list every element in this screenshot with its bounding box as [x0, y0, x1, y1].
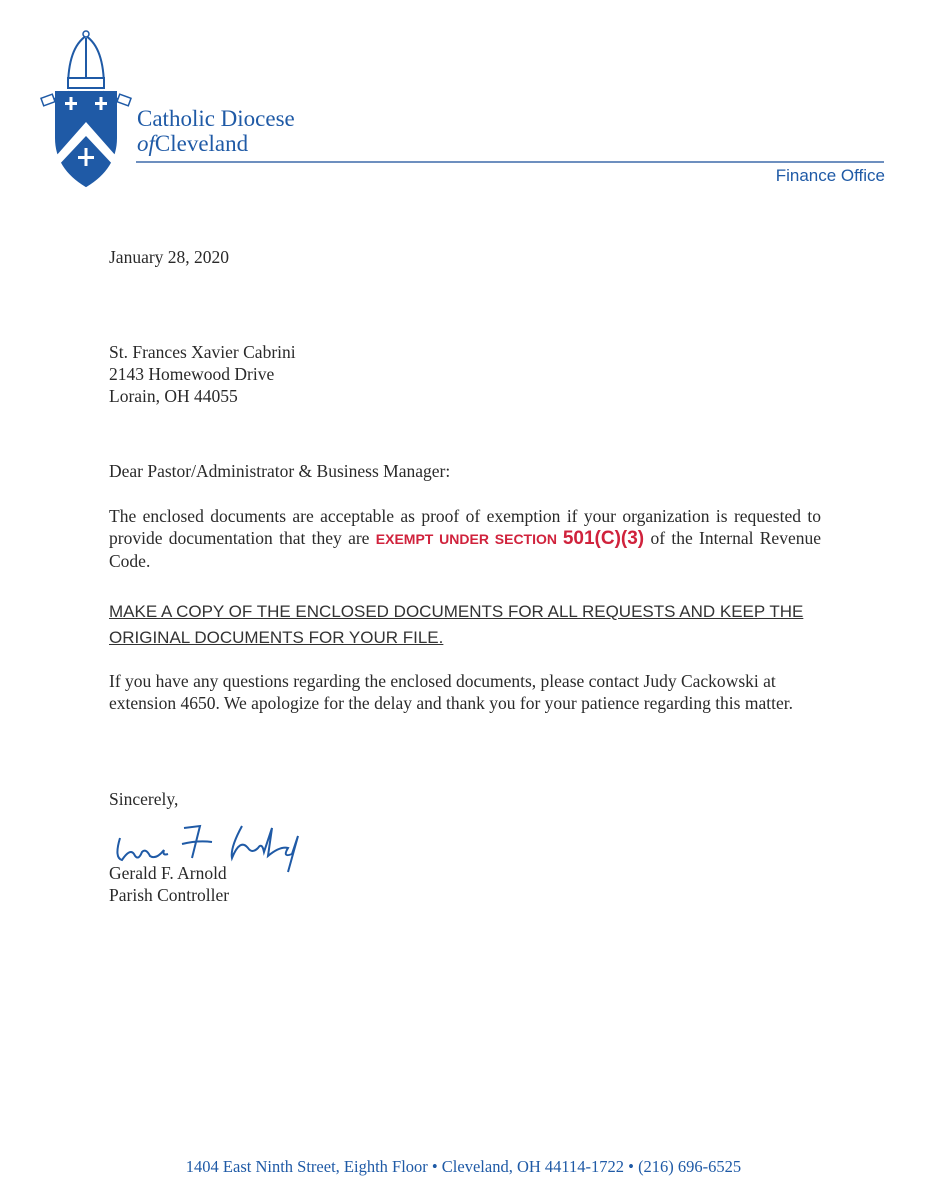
letterhead-divider [136, 161, 884, 163]
organization-name [137, 106, 295, 156]
exemption-highlight: EXEMPT UNDER SECTION 501(C)(3) [375, 528, 645, 549]
org-name-line1: Catholic Diocese [137, 106, 295, 131]
diocese-coat-of-arms-logo [38, 28, 134, 190]
org-name-line2: ofCleveland [137, 131, 249, 156]
department-name: Finance Office [775, 166, 885, 185]
recipient-line: St. Frances Xavier Cabrini [109, 342, 296, 362]
footer-address: 1404 East Ninth Street, Eighth Floor • Cleveland, OH 44114-1722 • (216) 696-6525 [185, 1157, 742, 1176]
recipient-line: Lorain, OH 44055 [109, 386, 238, 406]
closing: Sincerely, [109, 789, 179, 809]
signer-block [109, 862, 229, 906]
recipient-address [109, 341, 296, 407]
recipient-line: 2143 Homewood Drive [109, 364, 275, 384]
body-paragraph-instructions: MAKE A COPY OF THE ENCLOSED DOCUMENTS FOR ALL REQUESTS AND KEEP THE ORIGINAL DOCUMENTS FOR YOUR FILE. [109, 602, 804, 647]
signer-name: Gerald F. Arnold [109, 863, 227, 883]
body-paragraph-contact: If you have any questions regarding the enclosed documents, please contact Judy Cackowski at extension 4650. We apologize for the delay and thank you for your patience regarding this matter. [109, 671, 793, 713]
letter-date: January 28, 2020 [109, 247, 230, 267]
body-paragraph-exemption: The enclosed documents are acceptable as proof of exemption if your organization is requested to provide documentation that they are EXEMPT UNDER SECTION 501(C)(3) of the Internal Revenue Code. [109, 506, 821, 571]
salutation: Dear Pastor/Administrator & Business Manager: [109, 461, 451, 481]
signer-title: Parish Controller [109, 885, 230, 905]
